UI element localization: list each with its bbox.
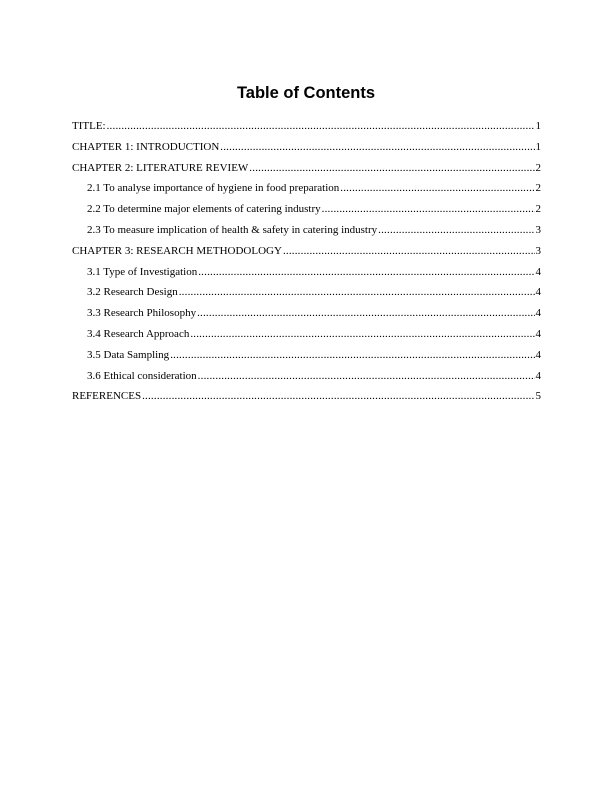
toc-subentry[interactable] [72, 262, 541, 283]
toc-dot-leader [198, 262, 534, 283]
toc-dot-leader [249, 158, 534, 179]
toc-entry-text: 3.5 Data Sampling [87, 348, 170, 361]
toc-dot-leader [107, 116, 535, 137]
toc-page-number: 1 [535, 120, 541, 132]
toc-page-number: 1 [535, 140, 541, 153]
toc-entry[interactable] [72, 137, 541, 158]
toc-page-number: 4 [535, 348, 541, 361]
toc-page-number: 4 [535, 307, 541, 320]
toc-page-number: 3 [535, 223, 541, 236]
toc-entry-text: 3.1 Type of Investigation [87, 265, 198, 278]
toc-dot-leader [340, 178, 534, 199]
toc-dot-leader [197, 303, 534, 324]
toc-entry-text: 3.4 Research Approach [87, 327, 190, 340]
toc-subentry[interactable] [72, 220, 541, 241]
toc-entry-text: CHAPTER 2: LITERATURE REVIEW [72, 161, 249, 174]
toc-subentry[interactable] [72, 178, 541, 199]
toc-subentry[interactable] [72, 282, 541, 303]
toc-entry-text: 2.2 To determine major elements of catering industry [87, 203, 321, 216]
toc-dot-leader [378, 220, 534, 241]
toc-dot-leader [283, 241, 535, 262]
toc-entry-text: REFERENCES [72, 390, 142, 403]
toc-entry-text: 3.6 Ethical consideration [87, 369, 197, 382]
toc-dot-leader [179, 282, 535, 303]
toc-entry-text: 3.3 Research Philosophy [87, 307, 197, 320]
toc-page-number: 3 [535, 244, 541, 257]
toc-subentry[interactable] [72, 366, 541, 387]
toc-subentry[interactable] [72, 324, 541, 345]
toc-entry-text: TITLE: [72, 120, 106, 132]
toc-page-number: 2 [535, 182, 541, 195]
toc-entry-text: CHAPTER 1: INTRODUCTION [72, 140, 220, 153]
toc-subentry[interactable] [72, 303, 541, 324]
toc-entry[interactable] [72, 241, 541, 262]
toc-list [72, 116, 541, 407]
toc-entry[interactable] [72, 116, 541, 137]
toc-dot-leader [170, 345, 534, 366]
toc-dot-leader [198, 366, 535, 387]
toc-subentry[interactable] [72, 345, 541, 366]
toc-entry-text: 2.1 To analyse importance of hygiene in food preparation [87, 182, 340, 195]
toc-page-number: 5 [535, 390, 541, 403]
toc-entry-text: CHAPTER 3: RESEARCH METHODOLOGY [72, 244, 282, 257]
toc-page-number: 4 [535, 265, 541, 278]
toc-heading: Table of Contents [236, 84, 376, 102]
toc-page-number: 2 [535, 161, 541, 174]
toc-dot-leader [322, 199, 535, 220]
toc-page-number: 4 [535, 369, 541, 382]
toc-page-number: 4 [535, 286, 541, 299]
toc-dot-leader [220, 137, 534, 158]
toc-page-number: 2 [535, 203, 541, 216]
toc-entry[interactable] [72, 158, 541, 179]
toc-entry-text: 3.2 Research Design [87, 286, 178, 299]
toc-subentry[interactable] [72, 199, 541, 220]
toc-entry[interactable] [72, 386, 541, 407]
toc-page-number: 4 [535, 327, 541, 340]
toc-dot-leader [142, 386, 534, 407]
toc-entry-text: 2.3 To measure implication of health & safety in catering industry [87, 223, 378, 236]
toc-dot-leader [190, 324, 534, 345]
